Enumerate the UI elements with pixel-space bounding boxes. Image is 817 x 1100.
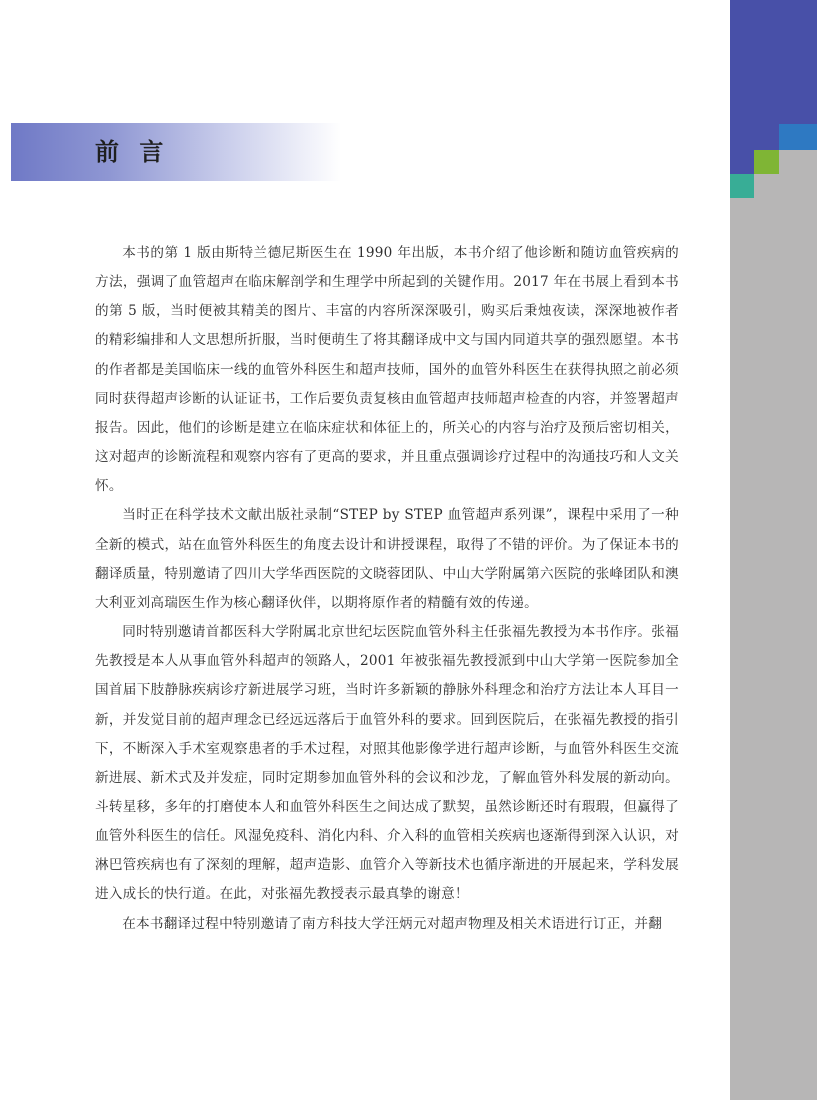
paragraph-1: 本书的第 1 版由斯特兰德尼斯医生在 1990 年出版，本书介绍了他诊断和随访血管疾病的方法，强调了血管超声在临床解剖学和生理学中所起到的关键作用。2017 年在书展上看到本书的第 5 版，当时便被其精美的图片、丰富的内容所深深吸引，购买后秉烛夜读，深深地被作者的精彩编排和人文思想所折服，当时便萌生了将其翻译成中文与国内同道共享的强烈愿望。本书的作者都是美国临床一线的血管外科医生和超声技师，国外的血管外科医生在获得执照之前必须同时获得超声诊断的认证证书，工作后要负责复核由血管超声技师超声检查的内容，并签署超声报告。因此，他们的诊断是建立在临床症状和体征上的，所关心的内容与治疗及预后密切相关，这对超声的诊断流程和观察内容有了更高的要求，并且重点强调诊疗过程中的沟通技巧和人文关怀。 <box>95 245 679 495</box>
chapter-header-band <box>11 123 341 181</box>
chapter-title: 前 言 <box>95 138 170 166</box>
side-blue-step <box>730 150 754 174</box>
paragraph-4: 在本书翻译过程中特别邀请了南方科技大学汪炳元对超声物理及相关术语进行订正，并翻 <box>122 915 663 932</box>
accent-square-green <box>754 150 779 174</box>
accent-square-blue <box>779 124 817 150</box>
paragraph-2: 当时正在科学技术文献出版社录制“STEP by STEP 血管超声系列课”，课程中采用了一种全新的模式，站在血管外科医生的角度去设计和讲授课程，取得了不错的评价。为了保证本书的翻译质量，特别邀请了四川大学华西医院的文晓蓉团队、中山大学附属第六医院的张峰团队和澳大利亚刘高瑞医生作为核心翻译伙伴，以期将原作者的精髓有效的传递。 <box>95 507 679 611</box>
paragraph-3: 同时特别邀请首都医科大学附属北京世纪坛医院血管外科主任张福先教授为本书作序。张福先教授是本人从事血管外科超声的领路人，2001 年被张福先教授派到中山大学第一医院参加全国首届下肢静脉疾病诊疗新进展学习班，当时许多新颖的静脉外科理念和治疗方法让本人耳目一新，并发觉目前的超声理念已经远远落后于血管外科的要求。回到医院后，在张福先教授的指引下，不断深入手术室观察患者的手术过程，对照其他影像学进行超声诊断，与血管外科医生交流新进展、新术式及并发症，同时定期参加血管外科的会议和沙龙，了解血管外科发展的新动向。斗转星移，多年的打磨使本人和血管外科医生之间达成了默契，虽然诊断还时有瑕瑕，但赢得了血管外科医生的信任。风湿免疫科、消化内科、介入科的血管相关疾病也逐渐得到深入认识，对淋巴管疾病也有了深刻的理解，超声造影、血管介入等新技术也循序渐进的开展起来，学科发展进入成长的快行道。在此，对张福先教授表示最真挚的谢意！ <box>95 624 679 903</box>
accent-square-teal <box>730 174 754 198</box>
body-text <box>95 239 679 939</box>
